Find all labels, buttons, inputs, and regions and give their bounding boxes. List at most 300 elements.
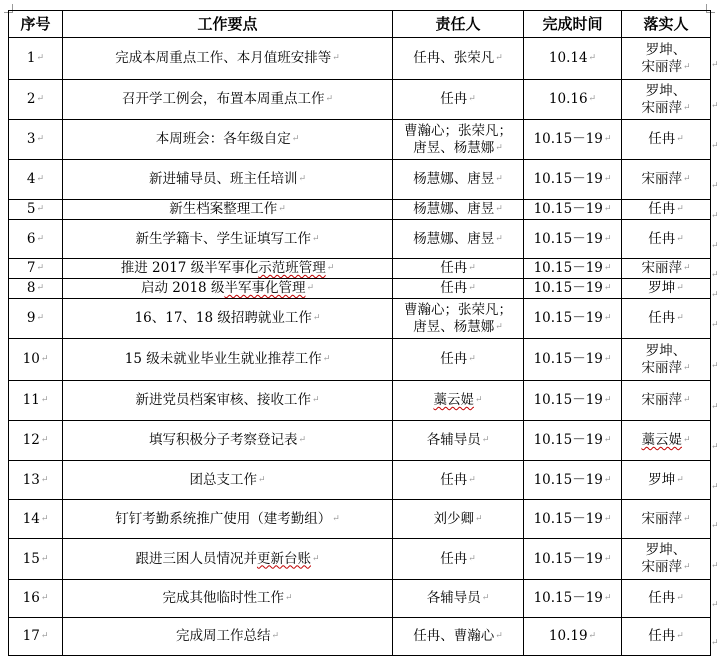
paragraph-mark-icon: ↵ [603, 395, 612, 405]
paragraph-mark-icon: ↵ [312, 313, 321, 323]
row-end-mark-icon: ↵ [711, 60, 719, 70]
task-text: 钉钉考勤系统推广使用（建考勤组） [115, 510, 332, 527]
table-row [9, 618, 711, 656]
table-row [9, 580, 711, 618]
deadline-text: 10.15－19 [533, 230, 603, 247]
cell-implementer [622, 259, 711, 279]
paragraph-mark-icon: ↵ [40, 395, 49, 405]
cell-deadline [524, 220, 622, 259]
cell-task [63, 80, 393, 120]
paragraph-mark-icon: ↵ [36, 204, 45, 214]
paragraph-mark-icon: ↵ [603, 263, 612, 273]
row-end-mark-icon: ↵ [711, 560, 719, 571]
deadline-text: 10.15－19 [533, 280, 603, 296]
paragraph-mark-icon: ↵ [588, 53, 597, 63]
task-text: 召开学工例会，布置本周重点工作 [121, 91, 325, 107]
table-row [9, 120, 711, 160]
table-row [9, 38, 711, 80]
paragraph-mark-icon: ↵ [676, 474, 684, 485]
implementer-line: 宋丽萍 [641, 58, 682, 75]
paragraph-mark-icon: ↵ [495, 321, 503, 332]
paragraph-mark-icon: ↵ [40, 354, 49, 364]
paragraph-mark-icon: ↵ [40, 513, 49, 524]
row-number: 10 [22, 351, 40, 367]
cell-task [63, 38, 393, 80]
task-text: 团总支工作 [189, 471, 257, 488]
paragraph-mark-icon: ↵ [603, 283, 612, 293]
table-row [9, 539, 711, 580]
row-number: 11 [22, 392, 40, 408]
cell-task [63, 259, 393, 279]
cell-no [9, 220, 63, 259]
paragraph-mark-icon: ↵ [36, 233, 45, 244]
cell-implementer [622, 38, 711, 80]
deadline-text: 10.15－19 [533, 510, 603, 527]
cell-task [63, 200, 393, 220]
implementer-line: 罗坤、 [645, 41, 687, 58]
document-page [8, 10, 710, 656]
row-end-mark-icon: ↵ [711, 320, 719, 330]
row-end-mark-icon: ↵ [711, 638, 719, 648]
paragraph-mark-icon: ↵ [481, 435, 490, 445]
header-no: 序号 [9, 11, 63, 38]
cell-implementer [622, 299, 711, 339]
paragraph-mark-icon: ↵ [682, 61, 691, 72]
paragraph-mark-icon: ↵ [291, 134, 300, 144]
row-end-mark-icon: ↵ [711, 600, 719, 610]
paragraph-mark-icon: ↵ [603, 474, 612, 485]
responsible-line: 任冉、张荣凡 [413, 50, 495, 66]
paragraph-mark-icon: ↵ [40, 553, 49, 564]
cell-implementer [622, 339, 711, 381]
table-row [9, 299, 711, 339]
table-row [9, 381, 711, 421]
implementer-line: 藁云媞 [641, 432, 682, 448]
weekly-work-table [8, 10, 711, 656]
paragraph-mark-icon: ↵ [36, 134, 45, 144]
cell-no [9, 38, 63, 80]
implementer-line: 宋丽萍 [641, 359, 682, 376]
paragraph-mark-icon: ↵ [588, 94, 597, 104]
responsible-line: 任冉 [440, 351, 468, 367]
paragraph-mark-icon: ↵ [474, 513, 483, 524]
cell-deadline [524, 38, 622, 80]
responsible-line: 各辅导员 [426, 590, 481, 606]
paragraph-mark-icon: ↵ [468, 94, 476, 104]
cell-task [63, 339, 393, 381]
responsible-line: 刘少卿 [433, 510, 474, 527]
task-text: 新进辅导员、班主任培训 [148, 171, 298, 187]
cell-implementer [622, 80, 711, 120]
table-row [9, 160, 711, 200]
paragraph-mark-icon: ↵ [40, 474, 49, 485]
implementer-line: 罗坤、 [645, 542, 687, 558]
paragraph-mark-icon: ↵ [676, 313, 684, 323]
row-number: 3 [26, 131, 36, 147]
cell-no [9, 580, 63, 618]
cell-task [63, 461, 393, 500]
paragraph-mark-icon: ↵ [682, 174, 691, 184]
implementer-line: 任冉 [648, 131, 676, 147]
responsible-line: 曹瀚心；张荣凡； [404, 122, 512, 139]
cell-task [63, 580, 393, 618]
paragraph-mark-icon: ↵ [298, 174, 307, 184]
paragraph-mark-icon: ↵ [603, 435, 612, 445]
row-number: 9 [26, 310, 36, 326]
cell-deadline [524, 200, 622, 220]
table-row [9, 421, 711, 461]
cell-implementer [622, 200, 711, 220]
implementer-line: 宋丽萍 [641, 99, 682, 116]
cell-responsible [393, 539, 524, 580]
cell-deadline [524, 279, 622, 299]
paragraph-mark-icon: ↵ [271, 631, 280, 641]
deadline-text: 10.15－19 [533, 201, 603, 217]
row-number: 4 [26, 171, 36, 187]
responsible-line: 杨慧娜、唐昱 [413, 230, 495, 247]
task-text: 新生档案整理工作 [169, 201, 278, 217]
header-deadline: 完成时间 [524, 11, 622, 38]
paragraph-mark-icon: ↵ [311, 553, 320, 564]
cell-task [63, 120, 393, 160]
responsible-line: 杨慧娜、唐昱 [413, 201, 495, 217]
paragraph-mark-icon: ↵ [468, 263, 476, 273]
cell-responsible [393, 421, 524, 461]
paragraph-mark-icon: ↵ [306, 283, 314, 293]
implementer-line: 罗坤 [648, 471, 676, 488]
cell-deadline [524, 259, 622, 279]
responsible-line: 曹瀚心；张荣凡； [404, 301, 512, 318]
row-end-mark-icon: ↵ [711, 402, 719, 412]
deadline-text: 10.15－19 [533, 550, 603, 567]
task-text: 填写积极分子考察登记表 [148, 432, 298, 448]
deadline-text: 10.15－19 [533, 351, 603, 367]
implementer-line: 任冉 [648, 230, 676, 247]
paragraph-mark-icon: ↵ [284, 593, 293, 603]
paragraph-mark-icon: ↵ [682, 513, 691, 524]
cell-implementer [622, 618, 711, 656]
responsible-line: 唐昱、杨慧娜 [413, 318, 495, 335]
task-text: 完成周工作总结 [175, 628, 271, 644]
cell-no [9, 339, 63, 381]
row-end-mark-icon: ↵ [711, 361, 719, 371]
paragraph-mark-icon: ↵ [322, 354, 331, 364]
task-text: 16、17、18 级招聘就业工作 [134, 310, 312, 326]
paragraph-mark-icon: ↵ [332, 53, 340, 63]
paragraph-mark-icon: ↵ [682, 395, 691, 405]
implementer-line: 任冉 [648, 310, 676, 326]
paragraph-mark-icon: ↵ [495, 233, 503, 244]
row-number: 2 [26, 91, 36, 107]
row-end-mark-icon: ↵ [711, 211, 719, 221]
paragraph-mark-icon: ↵ [468, 474, 476, 485]
task-text: 启动 2018 级半军事化管理 [141, 280, 306, 296]
paragraph-mark-icon: ↵ [36, 263, 45, 273]
cell-implementer [622, 500, 711, 539]
row-number: 15 [22, 550, 40, 567]
row-end-mark-icon: ↵ [711, 181, 719, 191]
paragraph-mark-icon: ↵ [311, 233, 320, 244]
paragraph-mark-icon: ↵ [311, 395, 320, 405]
cell-deadline [524, 618, 622, 656]
paragraph-mark-icon: ↵ [326, 263, 335, 273]
responsible-line: 任冉 [440, 280, 468, 296]
cell-task [63, 220, 393, 259]
row-number: 13 [22, 471, 40, 488]
table-header-row [9, 11, 711, 38]
task-text: 跟进三困人员情况并更新台账 [135, 550, 311, 567]
paragraph-mark-icon: ↵ [676, 593, 684, 603]
paragraph-mark-icon: ↵ [495, 53, 503, 63]
cell-deadline [524, 299, 622, 339]
deadline-text: 10.15－19 [533, 260, 603, 276]
implementer-line: 任冉 [648, 590, 676, 606]
cell-task [63, 279, 393, 299]
paragraph-mark-icon: ↵ [495, 142, 503, 153]
cell-no [9, 160, 63, 200]
paragraph-mark-icon: ↵ [40, 593, 49, 603]
paragraph-mark-icon: ↵ [588, 631, 597, 641]
cell-no [9, 500, 63, 539]
paragraph-mark-icon: ↵ [40, 631, 49, 641]
row-end-mark-icon: ↵ [711, 270, 719, 280]
cell-responsible [393, 120, 524, 160]
cell-responsible [393, 618, 524, 656]
cell-implementer [622, 160, 711, 200]
row-number: 8 [26, 280, 36, 296]
row-number: 5 [26, 201, 36, 217]
cell-deadline [524, 160, 622, 200]
paragraph-mark-icon: ↵ [603, 134, 612, 144]
row-end-mark-icon: ↵ [711, 290, 719, 300]
paragraph-mark-icon: ↵ [603, 593, 612, 603]
cell-implementer [622, 381, 711, 421]
cell-responsible [393, 339, 524, 381]
implementer-line: 罗坤、 [645, 82, 687, 99]
responsible-line: 杨慧娜、唐昱 [413, 171, 495, 187]
paragraph-mark-icon: ↵ [36, 94, 45, 104]
paragraph-mark-icon: ↵ [36, 53, 45, 63]
implementer-line: 宋丽萍 [641, 260, 682, 276]
cell-responsible [393, 580, 524, 618]
responsible-line: 任冉 [440, 471, 468, 488]
row-number: 1 [26, 50, 36, 66]
header-implementer: 落实人 [622, 11, 711, 38]
cell-deadline [524, 80, 622, 120]
paragraph-mark-icon: ↵ [495, 174, 503, 184]
paragraph-mark-icon: ↵ [676, 204, 684, 214]
deadline-text: 10.15－19 [533, 432, 603, 448]
cell-responsible [393, 381, 524, 421]
paragraph-mark-icon: ↵ [40, 435, 49, 445]
task-text: 推进 2017 级半军事化示范班管理 [120, 260, 326, 276]
cell-no [9, 421, 63, 461]
cell-responsible [393, 38, 524, 80]
table-row [9, 500, 711, 539]
implementer-line: 宋丽萍 [641, 559, 682, 575]
cell-responsible [393, 279, 524, 299]
cell-no [9, 279, 63, 299]
responsible-line: 任冉 [440, 550, 468, 567]
responsible-line: 唐昱、杨慧娜 [413, 139, 495, 156]
paragraph-mark-icon: ↵ [495, 631, 503, 641]
table-row [9, 200, 711, 220]
cell-deadline [524, 381, 622, 421]
deadline-text: 10.14 [548, 50, 588, 66]
cell-deadline [524, 580, 622, 618]
implementer-line: 任冉 [648, 201, 676, 217]
cell-task [63, 381, 393, 421]
paragraph-mark-icon: ↵ [481, 593, 490, 603]
row-number: 6 [26, 230, 36, 247]
cell-task [63, 539, 393, 580]
cell-deadline [524, 120, 622, 160]
paragraph-mark-icon: ↵ [603, 233, 612, 244]
deadline-text: 10.15－19 [533, 171, 603, 187]
paragraph-mark-icon: ↵ [298, 435, 307, 445]
cell-deadline [524, 421, 622, 461]
cell-implementer [622, 580, 711, 618]
implementer-line: 宋丽萍 [641, 510, 682, 527]
cell-no [9, 618, 63, 656]
implementer-line: 罗坤 [648, 280, 676, 296]
paragraph-mark-icon: ↵ [468, 354, 476, 364]
paragraph-mark-icon: ↵ [603, 174, 612, 184]
cell-implementer [622, 120, 711, 160]
header-responsible: 责任人 [393, 11, 524, 38]
cell-implementer [622, 461, 711, 500]
row-end-mark-icon: ↵ [711, 520, 719, 531]
row-number: 12 [22, 432, 40, 448]
task-text: 完成本周重点工作、本月值班安排等 [115, 50, 332, 66]
implementer-line: 宋丽萍 [641, 171, 682, 187]
cell-responsible [393, 259, 524, 279]
paragraph-mark-icon: ↵ [676, 233, 684, 244]
deadline-text: 10.15－19 [533, 590, 603, 606]
implementer-line: 罗坤、 [645, 342, 687, 359]
task-text: 完成其他临时性工作 [162, 590, 284, 606]
paragraph-mark-icon: ↵ [36, 313, 45, 323]
row-number: 14 [22, 510, 40, 527]
cell-deadline [524, 461, 622, 500]
cell-responsible [393, 461, 524, 500]
cell-no [9, 381, 63, 421]
paragraph-mark-icon: ↵ [682, 102, 691, 113]
table-row [9, 339, 711, 381]
cell-responsible [393, 80, 524, 120]
cell-task [63, 421, 393, 461]
implementer-line: 任冉 [648, 628, 676, 644]
cell-responsible [393, 220, 524, 259]
deadline-text: 10.15－19 [533, 471, 603, 488]
responsible-line: 任冉、曹瀚心 [413, 628, 495, 644]
cell-responsible [393, 160, 524, 200]
table-row [9, 461, 711, 500]
cell-deadline [524, 539, 622, 580]
row-number: 16 [22, 590, 40, 606]
paragraph-mark-icon: ↵ [495, 204, 503, 214]
deadline-text: 10.15－19 [533, 392, 603, 408]
paragraph-mark-icon: ↵ [603, 313, 612, 323]
paragraph-mark-icon: ↵ [676, 283, 684, 293]
responsible-line: 各辅导员 [426, 432, 481, 448]
cell-no [9, 80, 63, 120]
cell-no [9, 539, 63, 580]
paragraph-mark-icon: ↵ [36, 283, 45, 293]
row-number: 7 [26, 260, 36, 276]
responsible-line: 任冉 [440, 91, 468, 107]
deadline-text: 10.16 [548, 91, 588, 107]
responsible-line: 任冉 [440, 260, 468, 276]
paragraph-mark-icon: ↵ [682, 562, 691, 572]
paragraph-mark-icon: ↵ [468, 553, 476, 564]
paragraph-mark-icon: ↵ [257, 474, 266, 485]
cell-implementer [622, 539, 711, 580]
cell-deadline [524, 500, 622, 539]
task-text: 15 级未就业毕业生就业推荐工作 [124, 351, 322, 367]
paragraph-mark-icon: ↵ [603, 204, 612, 214]
task-text: 本周班会：各年级自定 [155, 131, 291, 147]
paragraph-mark-icon: ↵ [325, 94, 334, 104]
cell-no [9, 200, 63, 220]
cell-no [9, 120, 63, 160]
paragraph-mark-icon: ↵ [682, 362, 691, 373]
cell-task [63, 618, 393, 656]
row-number: 17 [22, 628, 40, 644]
paragraph-mark-icon: ↵ [603, 513, 612, 524]
cell-responsible [393, 299, 524, 339]
cell-implementer [622, 220, 711, 259]
deadline-text: 10.15－19 [533, 310, 603, 326]
header-task: 工作要点 [63, 11, 393, 38]
paragraph-mark-icon: ↵ [468, 283, 476, 293]
cell-task [63, 500, 393, 539]
row-end-mark-icon: ↵ [711, 141, 719, 151]
implementer-line: 宋丽萍 [641, 392, 682, 408]
table-row [9, 80, 711, 120]
task-text: 新生学籍卡、学生证填写工作 [135, 230, 311, 247]
cell-no [9, 299, 63, 339]
paragraph-mark-icon: ↵ [603, 354, 612, 364]
table-row [9, 220, 711, 259]
cell-responsible [393, 500, 524, 539]
row-end-mark-icon: ↵ [711, 481, 719, 492]
cell-no [9, 461, 63, 500]
table-row [9, 259, 711, 279]
row-end-mark-icon: ↵ [711, 101, 719, 111]
paragraph-mark-icon: ↵ [682, 435, 691, 445]
task-text: 新进党员档案审核、接收工作 [135, 392, 311, 408]
paragraph-mark-icon: ↵ [676, 134, 684, 144]
cell-task [63, 160, 393, 200]
deadline-text: 10.15－19 [533, 131, 603, 147]
paragraph-mark-icon: ↵ [676, 631, 684, 641]
paragraph-mark-icon: ↵ [603, 553, 612, 564]
cell-implementer [622, 421, 711, 461]
paragraph-mark-icon: ↵ [682, 263, 691, 273]
row-end-mark-icon: ↵ [711, 240, 719, 251]
cell-deadline [524, 339, 622, 381]
cell-task [63, 299, 393, 339]
cell-responsible [393, 200, 524, 220]
cell-no [9, 259, 63, 279]
paragraph-mark-icon: ↵ [278, 204, 286, 214]
deadline-text: 10.19 [548, 628, 588, 644]
paragraph-mark-icon: ↵ [474, 395, 483, 405]
paragraph-mark-icon: ↵ [332, 513, 340, 524]
row-end-mark-icon: ↵ [711, 442, 719, 452]
cell-implementer [622, 279, 711, 299]
